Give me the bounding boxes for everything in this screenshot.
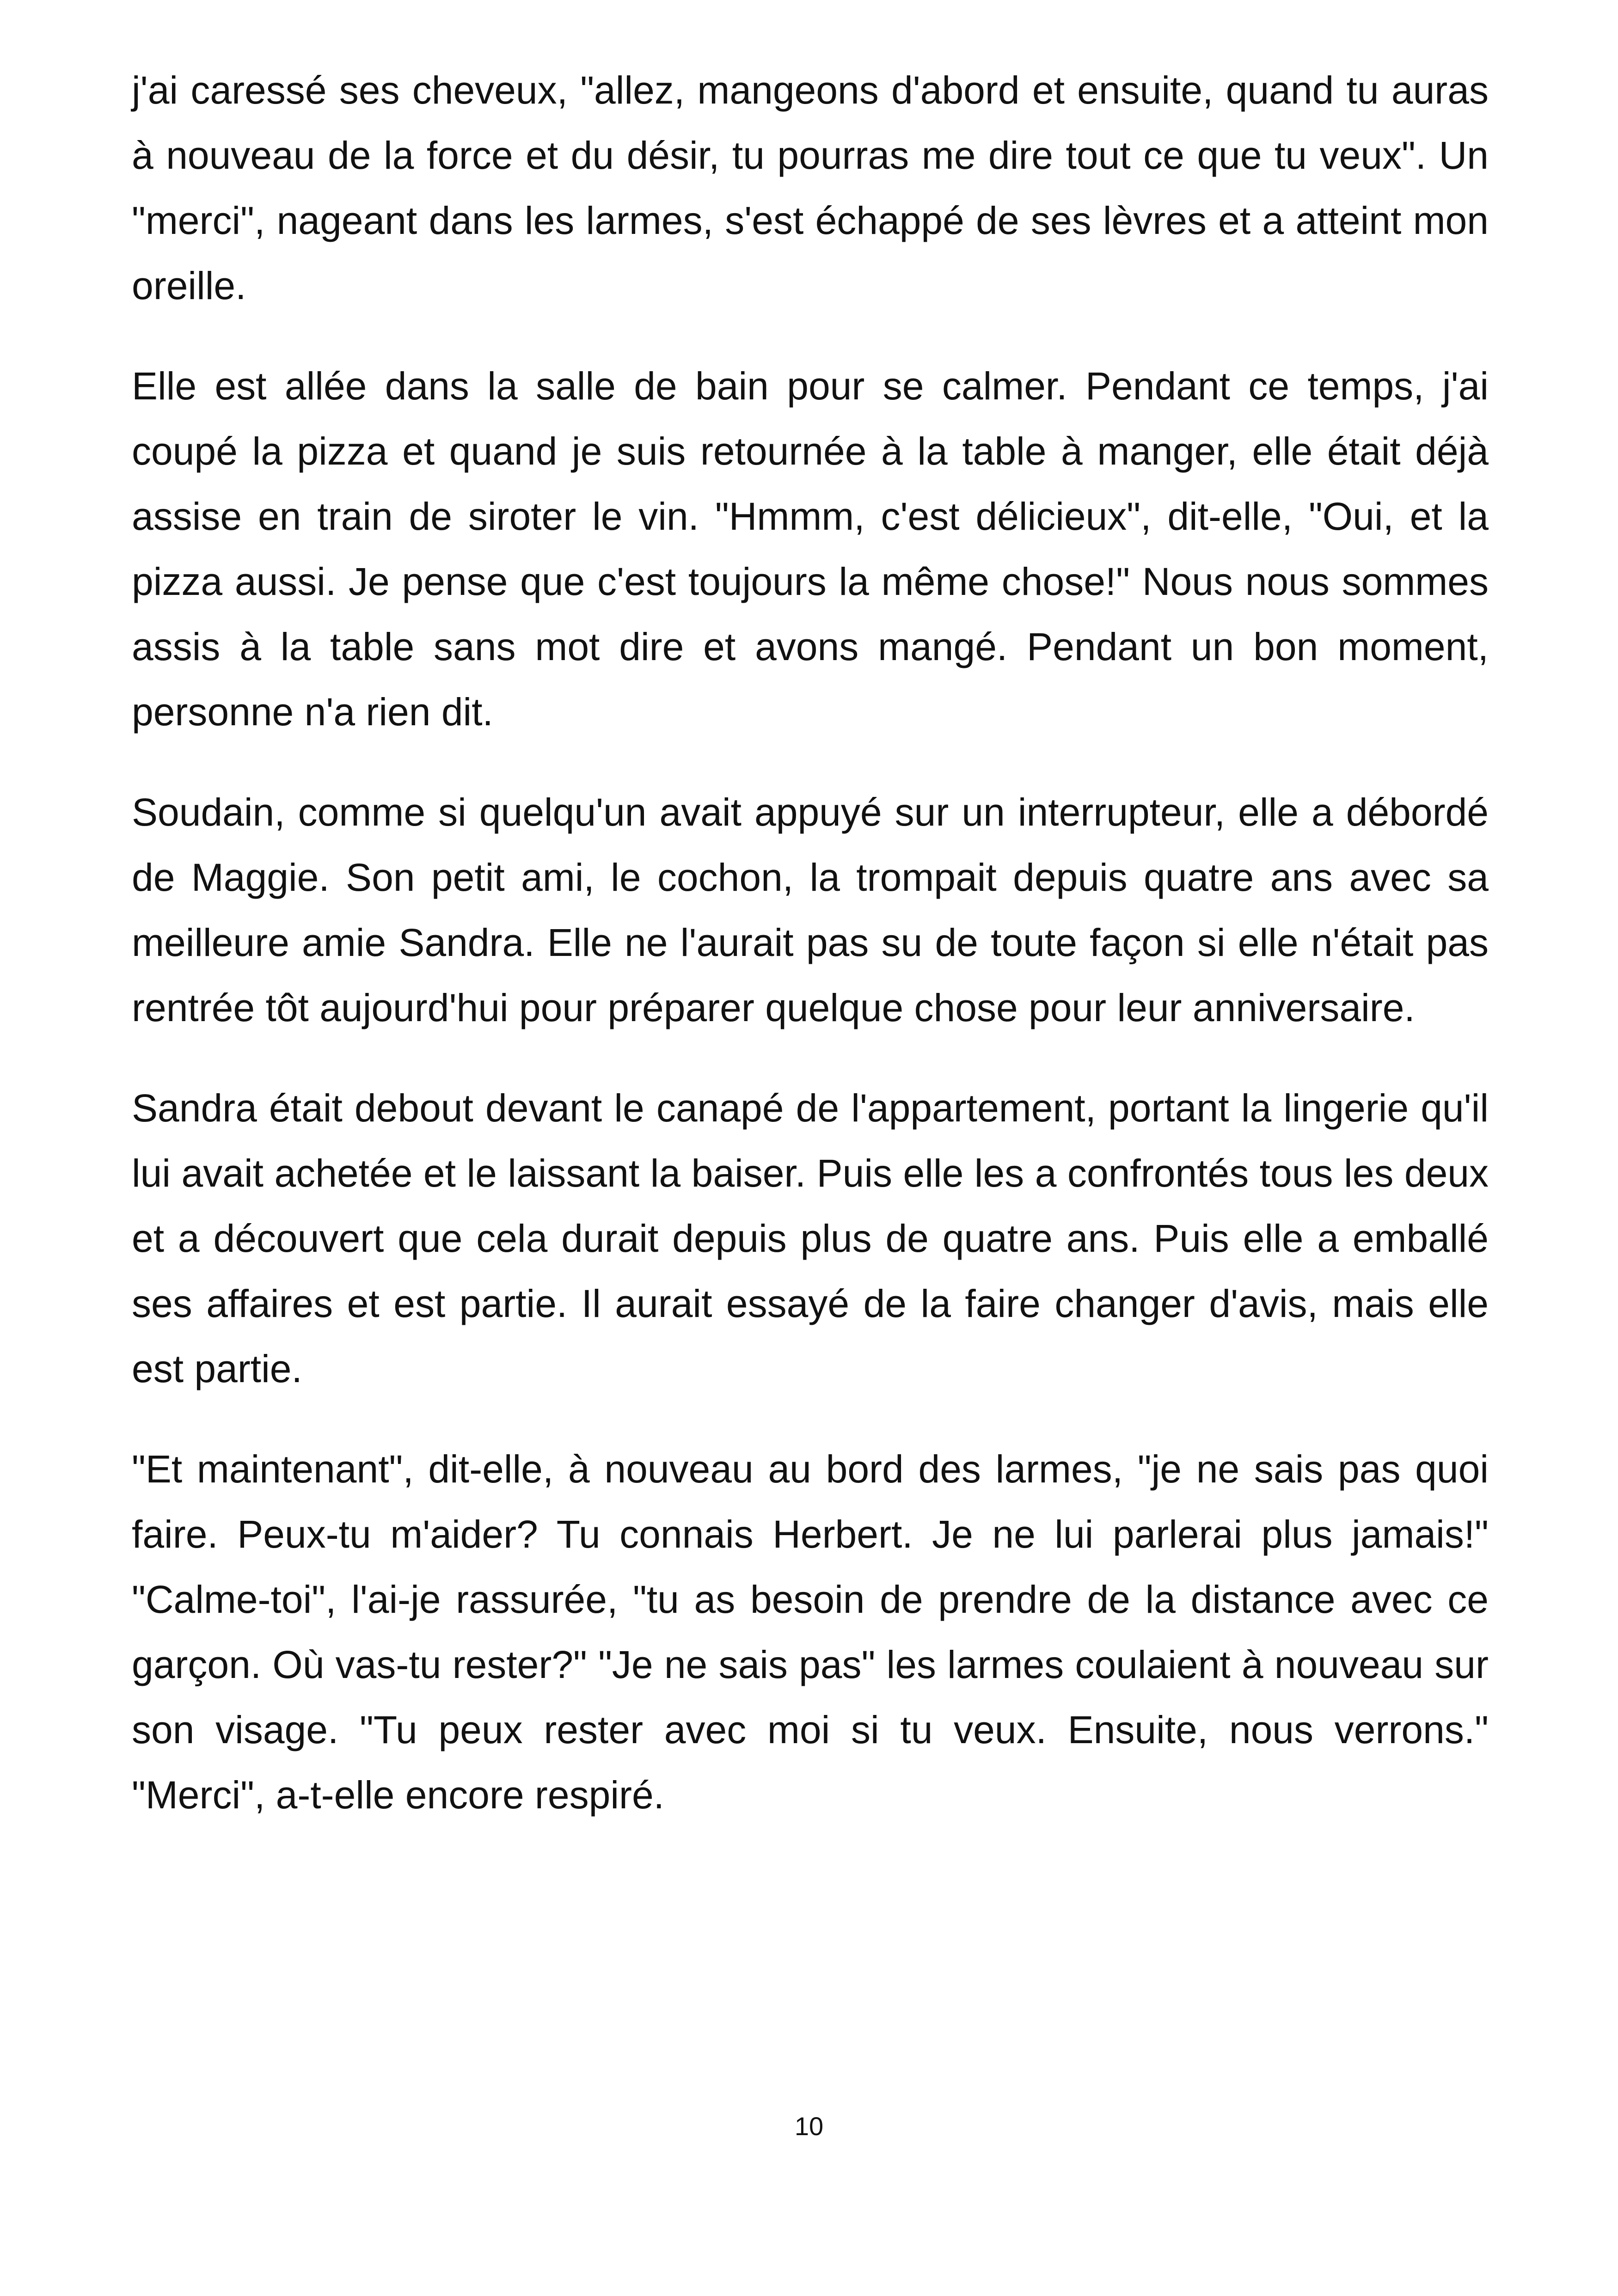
paragraph: Sandra était debout devant le canapé de l'appartement, portant la lingerie qu'il lui avait achetée et le laissant la baiser. Puis elle les a confrontés tous les deux et a découvert que cela durait depuis plus de quatre ans. Puis elle a emballé ses affaires et est partie. Il aurait essayé de la faire changer d'avis, mais elle est partie. [132, 1086, 1489, 1390]
body-text [132, 58, 1489, 1863]
paragraph: "Et maintenant", dit-elle, à nouveau au bord des larmes, "je ne sais pas quoi faire. Peux-tu m'aider? Tu connais Herbert. Je ne lui parlerai plus jamais!" "Calme-toi", l'ai-je rassurée, "tu as besoin de prendre de la distance avec ce garçon. Où vas-tu rester?" "Je ne sais pas" les larmes coulaient à nouveau sur son visage. "Tu peux rester avec moi si tu veux. Ensuite, nous verrons." "Merci", a-t-elle encore respiré. [132, 1447, 1489, 1817]
page-number: 10 [794, 2112, 824, 2141]
paragraph: Elle est allée dans la salle de bain pour se calmer. Pendant ce temps, j'ai coupé la pizza et quand je suis retournée à la table à manger, elle était déjà assise en train de siroter le vin. "Hmmm, c'est délicieux", dit-elle, "Oui, et la pizza aussi. Je pense que c'est toujours la même chose!" Nous nous sommes assis à la table sans mot dire et avons mangé. Pendant un bon moment, personne n'a rien dit. [132, 364, 1489, 734]
paragraph: j'ai caressé ses cheveux, "allez, mangeons d'abord et ensuite, quand tu auras à nouveau de la force et du désir, tu pourras me dire tout ce que tu veux". Un "merci", nageant dans les larmes, s'est échappé de ses lèvres et a atteint mon oreille. [132, 68, 1489, 307]
paragraph: Soudain, comme si quelqu'un avait appuyé sur un interrupteur, elle a débordé de Maggie. Son petit ami, le cochon, la trompait depuis quatre ans avec sa meilleure amie Sandra. Elle ne l'aurait pas su de toute façon si elle n'était pas rentrée tôt aujourd'hui pour préparer quelque chose pour leur anniversaire. [132, 790, 1489, 1029]
